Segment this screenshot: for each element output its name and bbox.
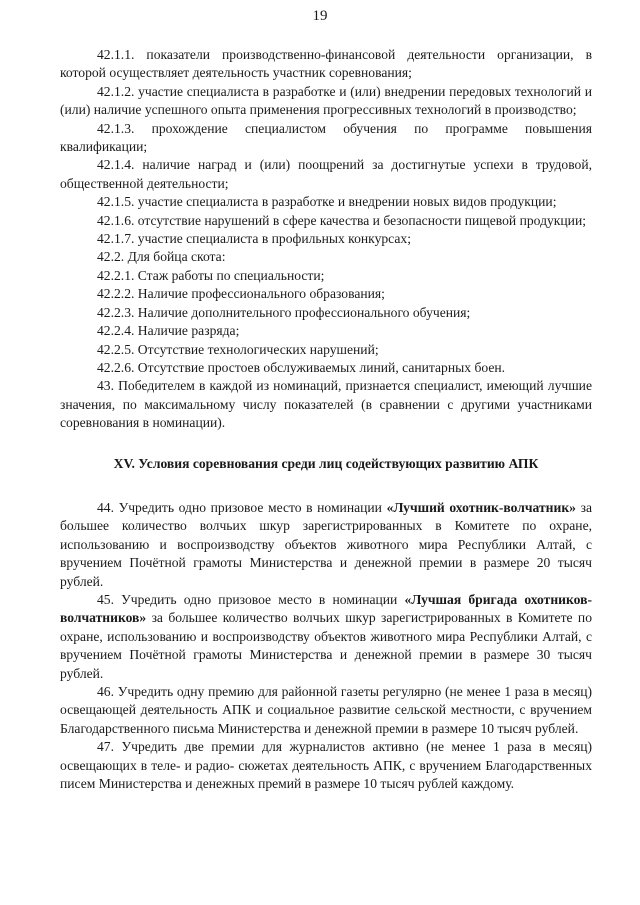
item-text: Наличие разряда;	[137, 323, 240, 339]
item-text: Наличие профессионального образования;	[137, 286, 385, 302]
list-item	[60, 83, 592, 120]
nomination-title: «Лучшая бригада охотников-волчатников»	[60, 591, 592, 626]
item-number: 42.2.4.	[97, 323, 135, 339]
item-number: 42.2.5.	[97, 341, 135, 357]
paragraph-number: 44.	[97, 499, 114, 515]
item-text: показатели производственно-финансовой деятельности организации, в которой осуществляет деятельность участник соревнования;	[60, 47, 592, 81]
criteria-list	[60, 46, 592, 433]
paragraph-number: 46.	[97, 684, 114, 699]
paragraph-45: 45. Учредить одно призовое место в номинации «Лучшая бригада охотников-волчатников» за большее количество волчьих шкур зарегистрированных в Комитете по охране, использованию и воспроизводству объектов животного мира Республики Алтай, с вручением Почётной грамоты Министерства и денежной премии в размере 30 тысяч рублей.	[60, 591, 592, 681]
paragraph-44: 44. Учредить одно призовое место в номинации «Лучший охотник-волчатник» за большее количество волчьих шкур зарегистрированных в Комитете по охране, использованию и воспроизводству объектов животного мира Республики Алтай, с вручением Почётной грамоты Министерства и денежной премии в размере 20 тысяч рублей.	[60, 499, 592, 589]
item-number: 42.2.1.	[97, 267, 135, 283]
item-text: отсутствие нарушений в сфере качества и безопасности пищевой продукции;	[137, 212, 586, 228]
paragraph-number: 45.	[97, 591, 114, 607]
item-text: участие специалиста в разработке и (или) внедрении передовых технологий и (или) наличие успешного опыта применения прогрессивных технологий в производство;	[60, 83, 592, 118]
item-text: Победителем в каждой из номинаций, признается специалист, имеющий лучшие значения, по максимальному числу показателей (в сравнении с другими участниками соревнования в номинации).	[60, 378, 592, 431]
item-text: Стаж работы по специальности;	[137, 267, 325, 283]
item-number: 42.1.6.	[97, 212, 135, 228]
nomination-title: «Лучший охотник-волчатник»	[386, 499, 576, 515]
list-item	[60, 377, 592, 432]
item-number: 42.2.	[97, 249, 125, 265]
item-text: Отсутствие технологических нарушений;	[137, 341, 379, 357]
list-item	[60, 359, 592, 377]
item-text: прохождение специалистом обучения по программе повышения квалификации;	[60, 120, 592, 155]
item-text: Для бойца скота:	[127, 249, 226, 265]
list-item	[60, 46, 592, 83]
document-body	[60, 46, 592, 793]
item-number: 42.2.3.	[97, 304, 135, 320]
item-number: 42.2.2.	[97, 286, 135, 302]
item-text: наличие наград и (или) поощрений за достигнутые успехи в трудовой, общественной деятельности;	[60, 157, 592, 191]
list-item	[60, 248, 592, 266]
paragraph-46: 46. Учредить одну премию для районной газеты регулярно (не менее 1 раза в месяц) освещающей деятельность АПК и социальное развитие сельской местности, с вручением Благодарственного письма Министерства и денежной премии в размере 10 тысяч рублей.	[60, 684, 592, 736]
list-item	[60, 267, 592, 285]
page-number: 19	[312, 8, 328, 24]
item-number: 42.1.5.	[97, 194, 135, 210]
item-number: 42.1.7.	[97, 231, 135, 247]
paragraph-number: 47.	[97, 739, 114, 755]
list-item	[60, 120, 592, 157]
list-item	[60, 212, 592, 230]
item-number: 43.	[97, 378, 114, 394]
item-text: Наличие дополнительного профессионального обучения;	[137, 304, 471, 320]
list-item	[60, 322, 592, 340]
item-number: 42.2.6.	[97, 359, 135, 375]
section-title: XV. Условия соревнования среди лиц содействующих развитию АПК	[113, 455, 539, 471]
paragraph-47: 47. Учредить две премии для журналистов активно (не менее 1 раза в месяц) освещающих в теле- и радио- сюжетах деятельность АПК, с вручением Благодарственных писем Министерства и денежных премий в размере 10 тысяч рублей каждому.	[60, 739, 593, 792]
list-item	[60, 230, 592, 248]
item-number: 42.1.2.	[97, 83, 135, 99]
item-text: участие специалиста в разработке и внедрении новых видов продукции;	[137, 194, 557, 210]
item-text: участие специалиста в профильных конкурсах;	[137, 231, 411, 247]
list-item	[60, 285, 592, 303]
list-item	[60, 156, 592, 193]
list-item	[60, 304, 592, 322]
item-number: 42.1.1.	[97, 47, 135, 62]
list-item	[60, 341, 592, 359]
item-text: Отсутствие простоев обслуживаемых линий, санитарных боен.	[137, 359, 506, 375]
item-number: 42.1.3.	[97, 120, 135, 136]
list-item	[60, 193, 592, 211]
item-number: 42.1.4.	[97, 157, 135, 173]
